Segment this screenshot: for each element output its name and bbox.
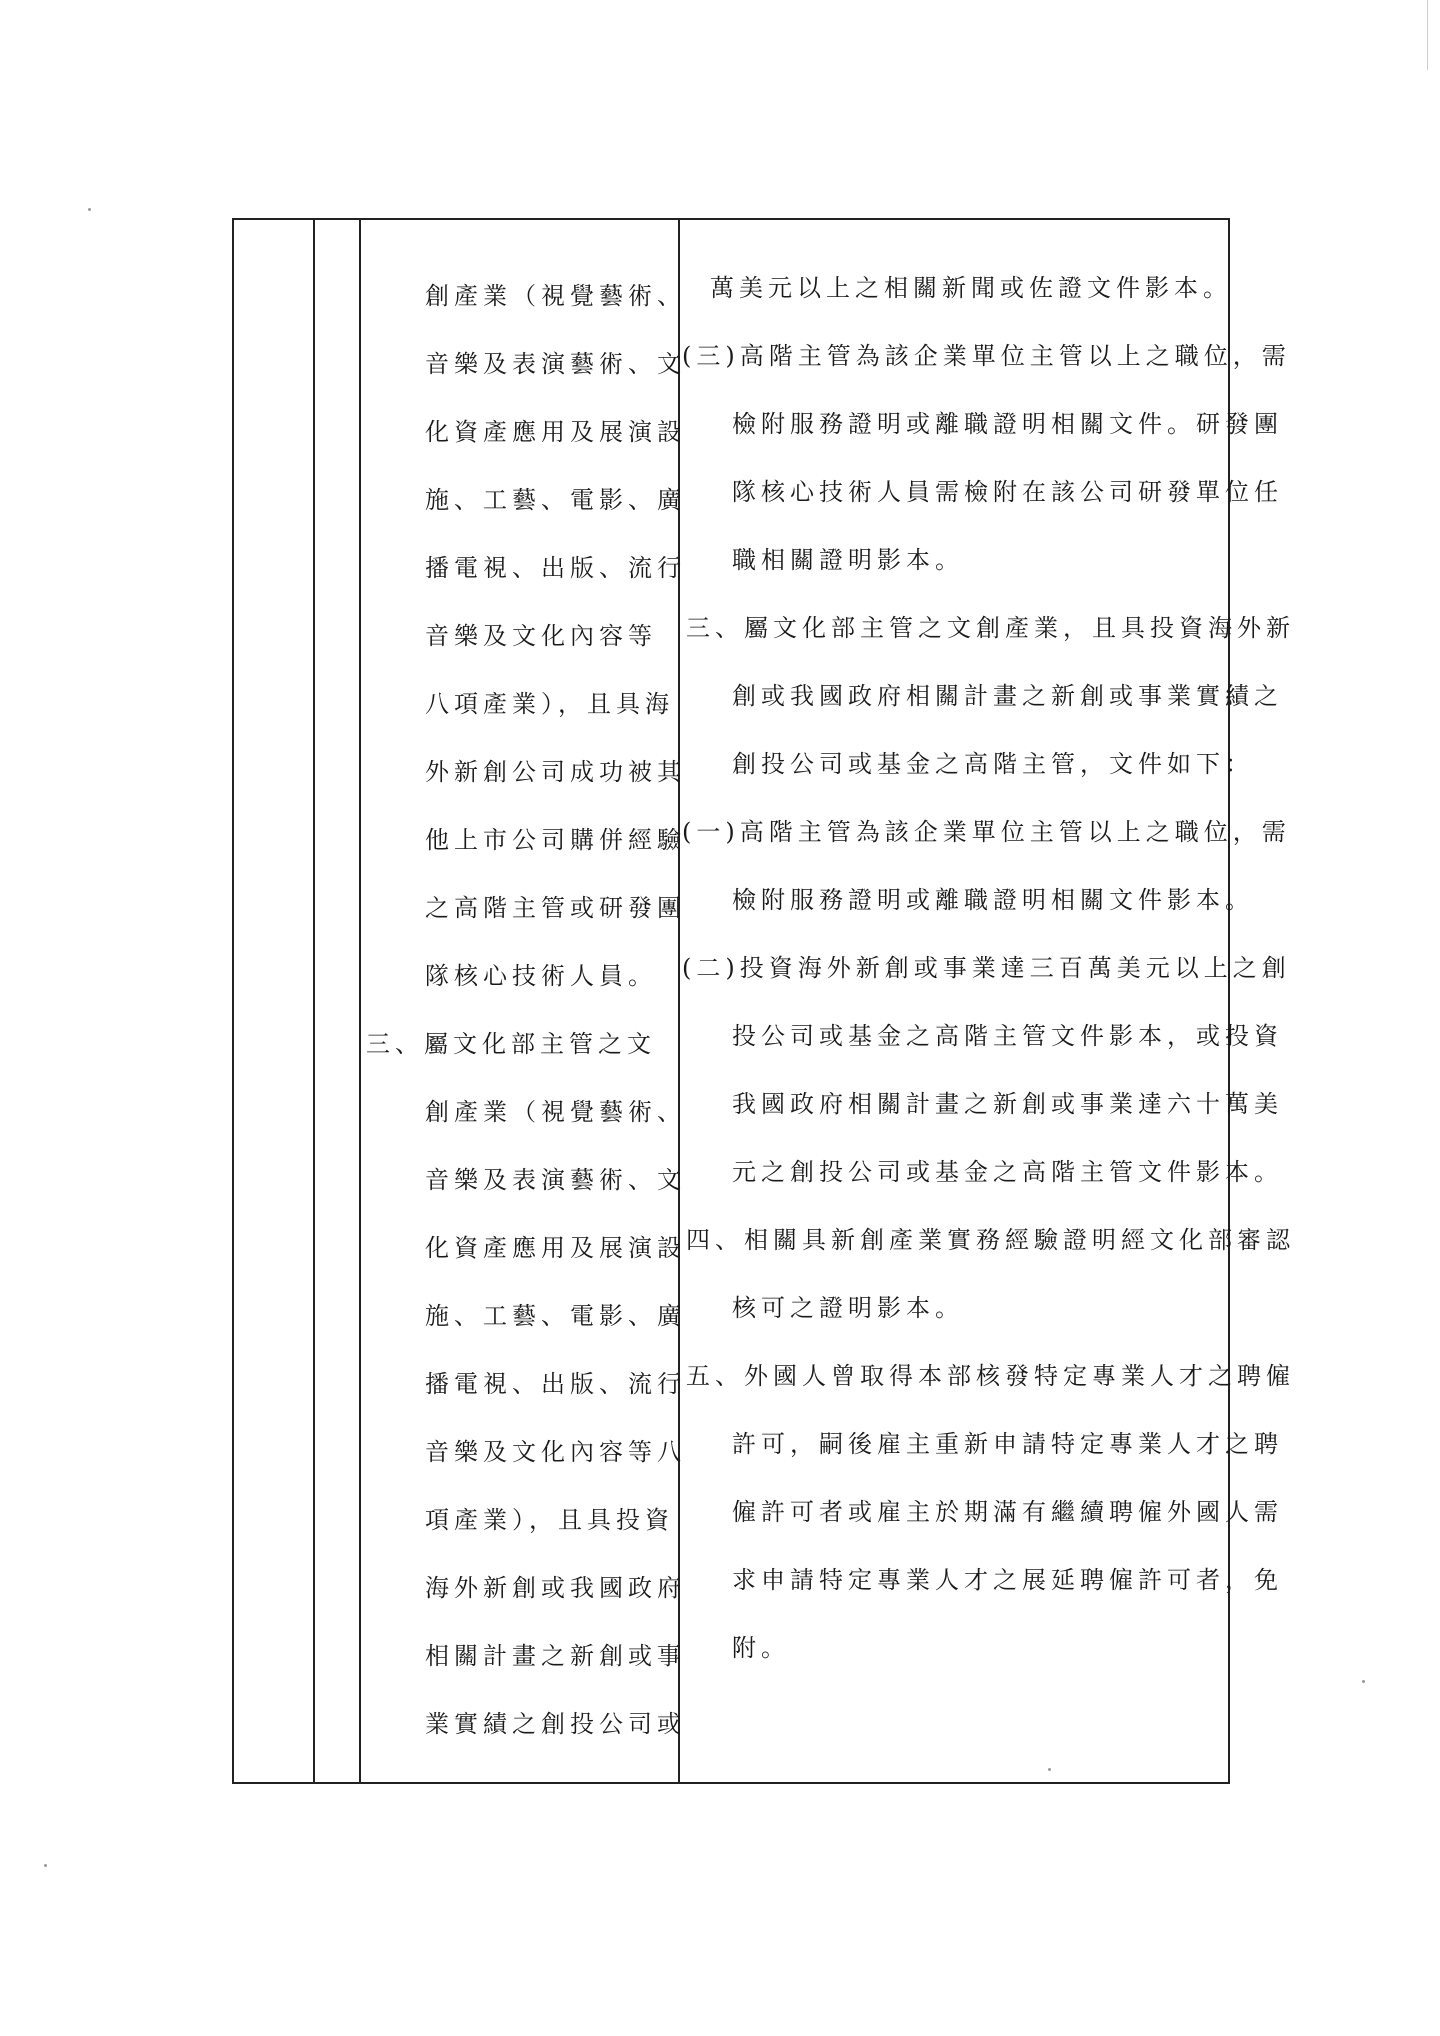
right-line: 我國政府相關計畫之新創或事業達六十萬美 (732, 1090, 1283, 1118)
left-line: 創產業（視覺藝術、 (425, 1098, 686, 1126)
right-line: 僱許可者或雇主於期滿有繼續聘僱外國人需 (732, 1498, 1283, 1526)
right-line: 許可，嗣後雇主重新申請特定專業人才之聘 (732, 1430, 1283, 1458)
left-line: 音樂及表演藝術、文 (425, 350, 686, 378)
left-line: 相關計畫之新創或事 (425, 1642, 686, 1670)
right-line: 職相關證明影本。 (732, 546, 964, 574)
scan-speck (1362, 1680, 1365, 1683)
left-line: 三、屬文化部主管之文 (366, 1030, 656, 1058)
table-divider-3 (678, 220, 680, 1782)
right-line: 隊核心技術人員需檢附在該公司研發單位任 (732, 478, 1283, 506)
left-line: 項產業），且具投資 (425, 1506, 674, 1534)
right-line: 檢附服務證明或離職證明相關文件影本。 (732, 886, 1254, 914)
left-line: 之高階主管或研發團 (425, 894, 686, 922)
right-line: 創投公司或基金之高階主管，文件如下： (732, 750, 1254, 778)
left-line: 施、工藝、電影、廣 (425, 1302, 686, 1330)
left-line: 海外新創或我國政府 (425, 1574, 686, 1602)
right-line: 檢附服務證明或離職證明相關文件。研發團 (732, 410, 1283, 438)
right-line: 三、屬文化部主管之文創產業，且具投資海外新 (686, 614, 1295, 642)
right-line: (三)高階主管為該企業單位主管以上之職位，需 (682, 342, 1291, 370)
document-table (232, 218, 1295, 1784)
scan-edge-mark (1427, 0, 1428, 70)
left-line: 業實績之創投公司或 (425, 1710, 686, 1738)
left-line: 外新創公司成功被其 (425, 758, 686, 786)
right-line: 求申請特定專業人才之展延聘僱許可者，免 (732, 1566, 1283, 1594)
left-line: 他上市公司購併經驗 (425, 826, 686, 854)
left-line: 音樂及文化內容等 (425, 622, 657, 650)
right-line: 四、相關具新創產業實務經驗證明經文化部審認 (686, 1226, 1295, 1254)
left-line: 施、工藝、電影、廣 (425, 486, 686, 514)
table-divider-2 (359, 220, 361, 1782)
left-line: 化資產應用及展演設 (425, 418, 686, 446)
scan-speck (88, 208, 91, 211)
right-line: 核可之證明影本。 (732, 1294, 964, 1322)
right-line: 投公司或基金之高階主管文件影本，或投資 (732, 1022, 1283, 1050)
scan-speck (44, 1864, 47, 1867)
left-line: 音樂及表演藝術、文 (425, 1166, 686, 1194)
right-line: 元之創投公司或基金之高階主管文件影本。 (732, 1158, 1283, 1186)
left-line: 音樂及文化內容等八 (425, 1438, 686, 1466)
right-line: 附。 (732, 1634, 790, 1662)
table-divider-1 (313, 220, 315, 1782)
right-line: (二)投資海外新創或事業達三百萬美元以上之創 (682, 954, 1291, 982)
left-line: 播電視、出版、流行 (425, 554, 686, 582)
left-line: 創產業（視覺藝術、 (425, 282, 686, 310)
left-line: 化資產應用及展演設 (425, 1234, 686, 1262)
right-line: (一)高階主管為該企業單位主管以上之職位，需 (682, 818, 1291, 846)
left-line: 播電視、出版、流行 (425, 1370, 686, 1398)
left-line: 隊核心技術人員。 (425, 962, 657, 990)
right-line: 五、外國人曾取得本部核發特定專業人才之聘僱 (686, 1362, 1295, 1390)
right-line: 萬美元以上之相關新聞或佐證文件影本。 (710, 274, 1232, 302)
right-line: 創或我國政府相關計畫之新創或事業實績之 (732, 682, 1283, 710)
left-line: 八項產業），且具海 (425, 690, 674, 718)
scan-speck (1048, 1768, 1051, 1771)
